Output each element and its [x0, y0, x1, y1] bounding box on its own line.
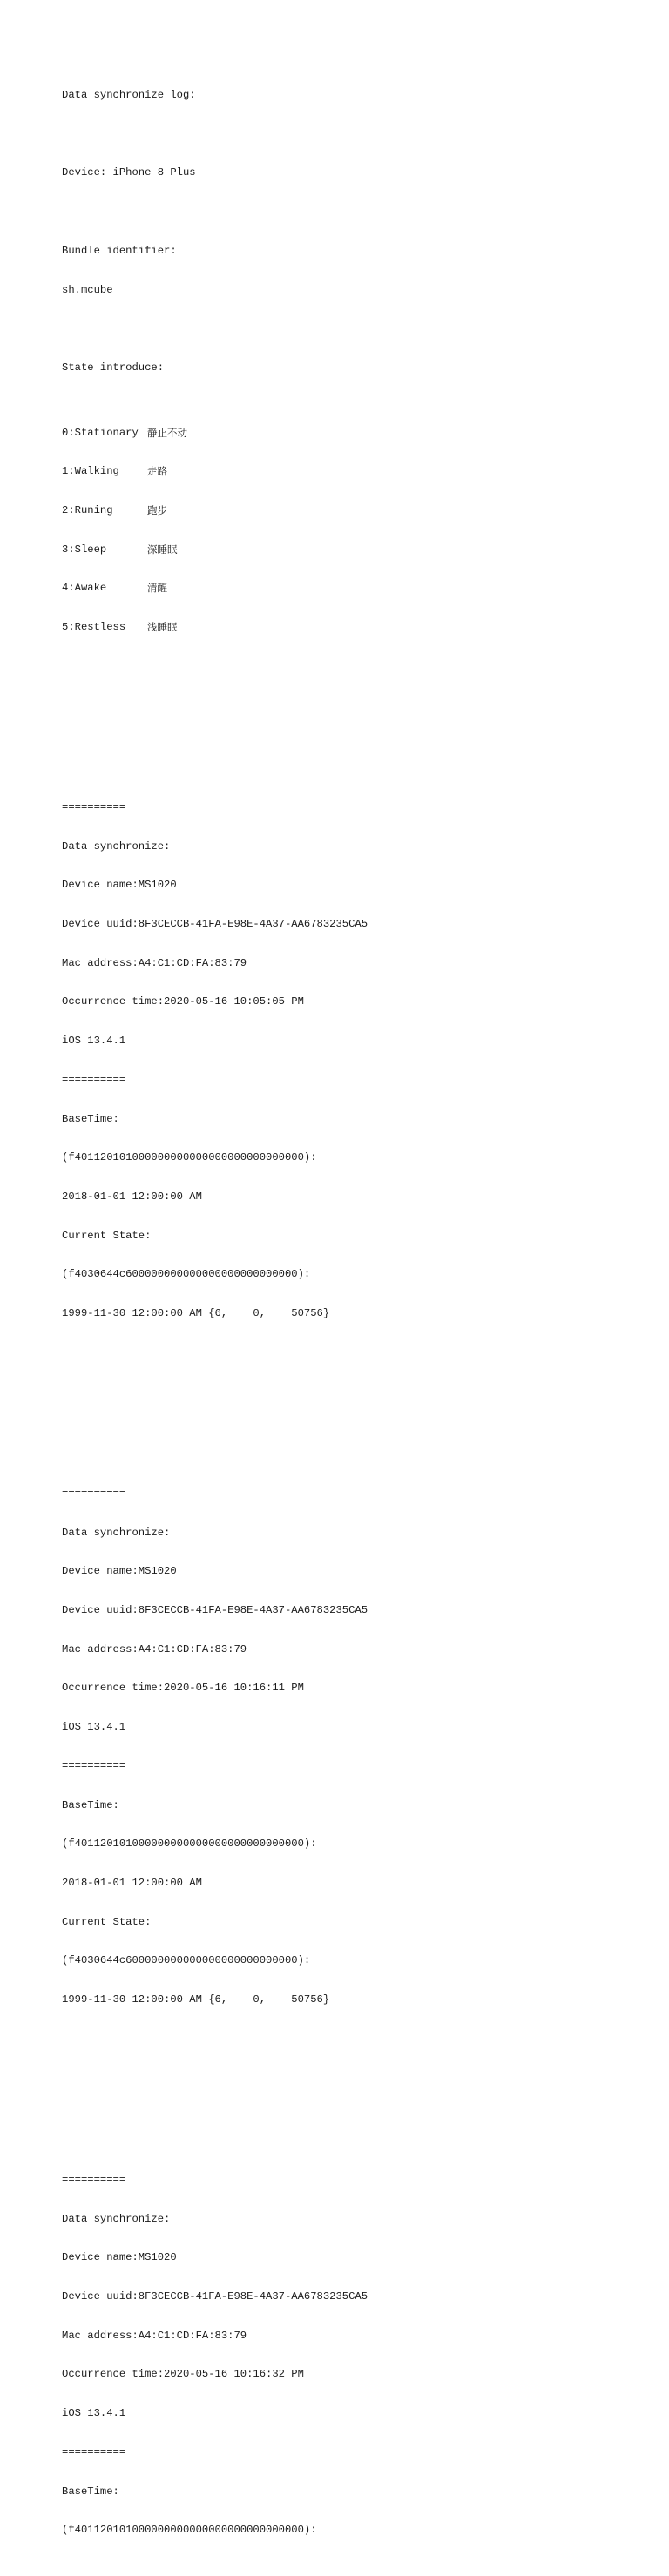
state-item: [62, 621, 654, 634]
device-name: Device name:MS1020: [62, 879, 177, 892]
basetime-hex: (f401120101000000000000000000000000000):: [62, 1151, 317, 1164]
ios-version: iOS 13.4.1: [62, 2407, 126, 2420]
occurrence-time: Occurrence time:2020-05-16 10:16:11 PM: [62, 1682, 304, 1695]
mac-address: Mac address:A4:C1:CD:FA:83:79: [62, 1642, 247, 1656]
occurrence-time: Occurrence time:2020-05-16 10:16:32 PM: [62, 2368, 304, 2381]
state-zh: 跑步: [147, 503, 167, 516]
basetime-value: 2018-01-01 12:00:00 AM: [62, 1190, 202, 1203]
separator: ==========: [62, 1759, 126, 1772]
device-uuid: Device uuid:8F3CECCB-41FA-E98E-4A37-AA6783235CA5: [62, 1604, 368, 1617]
sync-entry: [62, 775, 654, 1346]
current-state-hex: (f4030644c600000000000000000000000000):: [62, 1268, 311, 1281]
state-code: 0:Stationary: [62, 426, 139, 439]
state-zh: 清醒: [147, 582, 167, 595]
bundle-label: Bundle identifier:: [62, 244, 177, 257]
basetime-value: 2018-01-01 12:00:00 AM: [62, 1876, 202, 1889]
current-state-label: Current State:: [62, 1915, 152, 1928]
separator: ==========: [62, 1487, 126, 1500]
current-state-value: 1999-11-30 12:00:00 AM {6, 0, 50756}: [62, 1993, 330, 2006]
sync-entry: [62, 2148, 654, 2563]
state-code: 4:Awake: [62, 582, 107, 595]
mac-address: Mac address:A4:C1:CD:FA:83:79: [62, 2329, 247, 2342]
mac-address: Mac address:A4:C1:CD:FA:83:79: [62, 956, 247, 969]
separator: ==========: [62, 1073, 126, 1086]
state-code: 2:Runing: [62, 503, 113, 516]
sync-log-document: [62, 63, 654, 2576]
device-name: Device name:MS1020: [62, 2251, 177, 2264]
separator: ==========: [62, 800, 126, 813]
occurrence-time: Occurrence time:2020-05-16 10:05:05 PM: [62, 995, 304, 1008]
state-code: 5:Restless: [62, 621, 126, 634]
device-model: Device: iPhone 8 Plus: [62, 166, 196, 179]
state-zh: 浅睡眠: [147, 621, 178, 634]
device-uuid: Device uuid:8F3CECCB-41FA-E98E-4A37-AA6783235CA5: [62, 2290, 368, 2303]
state-item: [62, 582, 654, 595]
basetime-label: BaseTime:: [62, 2485, 119, 2498]
state-item: [62, 465, 654, 478]
log-title: Data synchronize log:: [62, 88, 196, 101]
basetime-label: BaseTime:: [62, 1798, 119, 1811]
state-zh: 静止不动: [147, 426, 187, 439]
device-uuid: Device uuid:8F3CECCB-41FA-E98E-4A37-AA6783235CA5: [62, 918, 368, 931]
separator: ==========: [62, 2445, 126, 2458]
ios-version: iOS 13.4.1: [62, 1721, 126, 1734]
sync-entry: [62, 1461, 654, 2033]
state-item: [62, 427, 654, 440]
entry-title: Data synchronize:: [62, 1526, 171, 1539]
entry-title: Data synchronize:: [62, 840, 171, 853]
device-name: Device name:MS1020: [62, 1565, 177, 1578]
state-zh: 深睡眠: [147, 543, 178, 556]
separator: ==========: [62, 2173, 126, 2186]
state-list: [62, 401, 654, 660]
state-intro-label: State introduce:: [62, 361, 165, 374]
state-code: 3:Sleep: [62, 543, 107, 556]
state-item: [62, 504, 654, 517]
current-state-hex: (f4030644c600000000000000000000000000):: [62, 1954, 311, 1967]
current-state-label: Current State:: [62, 1229, 152, 1242]
state-zh: 走路: [147, 465, 167, 478]
basetime-hex: (f401120101000000000000000000000000000):: [62, 2524, 317, 2537]
basetime-hex: (f401120101000000000000000000000000000):: [62, 1838, 317, 1851]
bundle-value: sh.mcube: [62, 283, 113, 296]
current-state-value: 1999-11-30 12:00:00 AM {6, 0, 50756}: [62, 1307, 330, 1320]
state-item: [62, 543, 654, 556]
state-code: 1:Walking: [62, 465, 119, 478]
entry-title: Data synchronize:: [62, 2212, 171, 2225]
ios-version: iOS 13.4.1: [62, 1035, 126, 1048]
basetime-label: BaseTime:: [62, 1112, 119, 1125]
